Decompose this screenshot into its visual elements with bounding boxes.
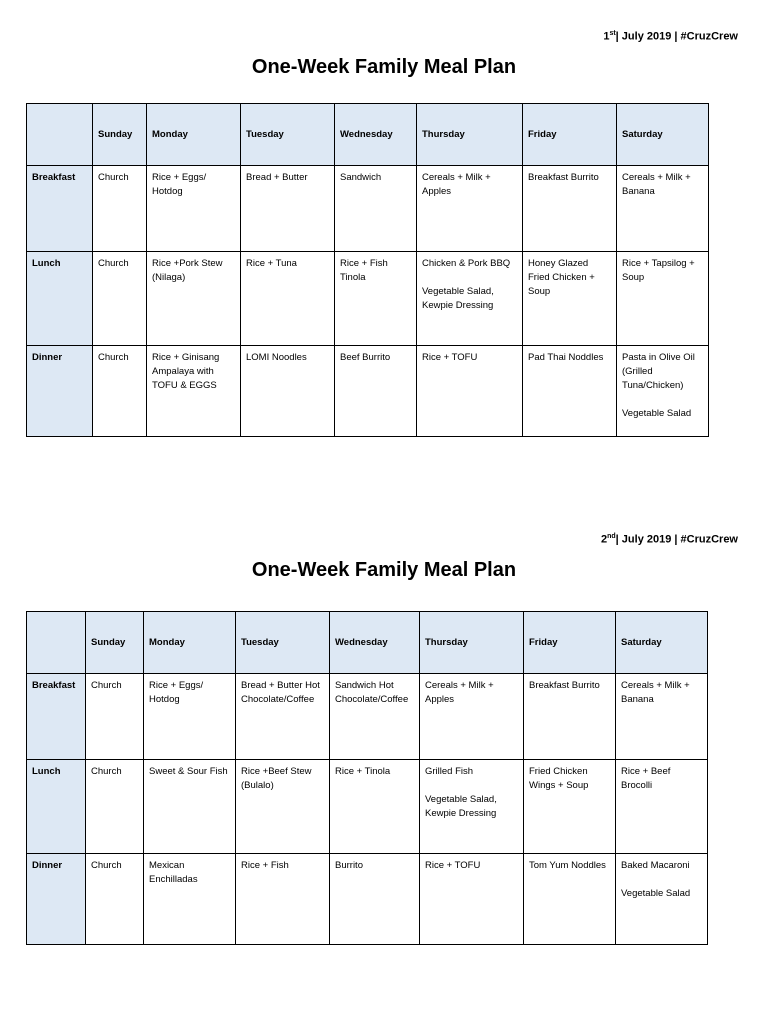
meal-text: Pasta in Olive Oil (Grilled Tuna/Chicken) xyxy=(622,352,695,391)
meal-cell xyxy=(330,674,420,760)
meal-cell xyxy=(524,674,616,760)
date-rest: | July 2019 | #CruzCrew xyxy=(615,533,738,546)
meal-text: Rice + TOFU xyxy=(425,860,481,871)
meal-text: Sandwich Hot Chocolate/Coffee xyxy=(335,680,409,705)
day-header-tuesday: Tuesday xyxy=(241,104,335,166)
meal-cell xyxy=(616,674,708,760)
day-header-row xyxy=(27,612,708,674)
meal-cell xyxy=(241,252,335,346)
meal-cell xyxy=(420,760,524,854)
meal-text: Sweet & Sour Fish xyxy=(149,766,228,777)
day-header-thursday: Thursday xyxy=(420,612,524,674)
corner-cell xyxy=(27,612,86,674)
meal-cell xyxy=(616,760,708,854)
meal-text: Fried Chicken Wings + Soup xyxy=(529,766,589,791)
meal-cell xyxy=(524,854,616,945)
date-suffix: nd xyxy=(607,533,616,540)
meal-cell xyxy=(241,346,335,437)
date-rest: | July 2019 | #CruzCrew xyxy=(615,30,738,43)
meal-cell xyxy=(617,252,709,346)
meal-text: Rice + Fish Tinola xyxy=(340,258,388,283)
meal-row-lunch xyxy=(27,760,708,854)
meal-cell xyxy=(86,854,144,945)
meal-cell xyxy=(147,346,241,437)
meal-row-breakfast xyxy=(27,166,709,252)
meal-cell xyxy=(417,252,523,346)
meal-text-extra: Vegetable Salad, Kewpie Dressing xyxy=(425,794,497,819)
meal-cell xyxy=(335,252,417,346)
meal-cell xyxy=(420,674,524,760)
meal-label: Dinner xyxy=(27,346,93,437)
meal-text: Rice + Tapsilog + Soup xyxy=(622,258,695,283)
meal-text: Bread + Butter xyxy=(246,172,308,183)
day-header-saturday: Saturday xyxy=(616,612,708,674)
meal-label: Dinner xyxy=(27,854,86,945)
meal-cell xyxy=(144,760,236,854)
meal-cell xyxy=(523,346,617,437)
date-header xyxy=(603,30,738,43)
meal-text: Beef Burrito xyxy=(340,352,391,363)
meal-cell xyxy=(335,166,417,252)
day-header-sunday: Sunday xyxy=(86,612,144,674)
meal-text: Church xyxy=(91,680,122,691)
meal-cell xyxy=(147,166,241,252)
meal-cell xyxy=(236,760,330,854)
meal-plan-table xyxy=(26,611,708,945)
meal-text: Rice +Pork Stew (Nilaga) xyxy=(152,258,223,283)
day-header-row xyxy=(27,104,709,166)
date-day: 2 xyxy=(600,533,608,546)
meal-text: Baked Macaroni xyxy=(621,860,690,871)
page-title: One-Week Family Meal Plan xyxy=(251,559,517,581)
meal-cell xyxy=(86,760,144,854)
meal-text: Rice + TOFU xyxy=(422,352,478,363)
meal-text: Rice + Tuna xyxy=(246,258,297,269)
meal-cell xyxy=(330,854,420,945)
day-header-monday: Monday xyxy=(147,104,241,166)
day-header-wednesday: Wednesday xyxy=(330,612,420,674)
page-title: One-Week Family Meal Plan xyxy=(251,56,517,78)
meal-cell xyxy=(144,674,236,760)
meal-text: Bread + Butter Hot Chocolate/Coffee xyxy=(241,680,320,705)
meal-text: Tom Yum Noddles xyxy=(529,860,606,871)
date-header xyxy=(601,533,738,546)
meal-text: Rice + Tinola xyxy=(335,766,391,777)
meal-text: LOMI Noodles xyxy=(246,352,307,363)
meal-text-extra: Vegetable Salad xyxy=(622,408,692,419)
meal-text: Burrito xyxy=(335,860,363,871)
day-header-thursday: Thursday xyxy=(417,104,523,166)
meal-cell xyxy=(616,854,708,945)
meal-cell xyxy=(523,166,617,252)
day-header-saturday: Saturday xyxy=(617,104,709,166)
meal-cell xyxy=(420,854,524,945)
meal-text: Church xyxy=(98,172,129,183)
meal-cell xyxy=(417,166,523,252)
meal-cell xyxy=(93,252,147,346)
meal-cell xyxy=(236,854,330,945)
meal-cell xyxy=(241,166,335,252)
meal-text: Honey Glazed Fried Chicken + Soup xyxy=(528,258,595,297)
meal-text: Chicken & Pork BBQ xyxy=(422,258,511,269)
meal-text: Breakfast Burrito xyxy=(528,172,599,183)
meal-text: Rice + Beef Brocolli xyxy=(621,766,671,791)
meal-text: Rice + Ginisang Ampalaya with TOFU & EGGS xyxy=(152,352,220,391)
meal-cell xyxy=(617,166,709,252)
meal-row-dinner xyxy=(27,854,708,945)
meal-text: Cereals + Milk + Banana xyxy=(621,680,690,705)
meal-row-breakfast xyxy=(27,674,708,760)
meal-label: Breakfast xyxy=(27,166,93,252)
day-header-sunday: Sunday xyxy=(93,104,147,166)
meal-text: Rice + Fish xyxy=(241,860,289,871)
meal-text-extra: Vegetable Salad xyxy=(621,888,691,899)
meal-text: Cereals + Milk + Banana xyxy=(622,172,691,197)
day-header-friday: Friday xyxy=(523,104,617,166)
day-header-monday: Monday xyxy=(144,612,236,674)
date-suffix: st xyxy=(609,30,616,37)
meal-plan-table xyxy=(26,103,709,437)
meal-text: Rice + Eggs/ Hotdog xyxy=(149,680,204,705)
meal-label: Breakfast xyxy=(27,674,86,760)
day-header-tuesday: Tuesday xyxy=(236,612,330,674)
meal-cell xyxy=(335,346,417,437)
corner-cell xyxy=(27,104,93,166)
day-header-wednesday: Wednesday xyxy=(335,104,417,166)
meal-cell xyxy=(417,346,523,437)
meal-cell xyxy=(147,252,241,346)
meal-label: Lunch xyxy=(27,760,86,854)
meal-cell xyxy=(617,346,709,437)
meal-text: Breakfast Burrito xyxy=(529,680,600,691)
meal-text: Cereals + Milk + Apples xyxy=(422,172,491,197)
meal-cell xyxy=(236,674,330,760)
meal-text: Cereals + Milk + Apples xyxy=(425,680,494,705)
meal-row-lunch xyxy=(27,252,709,346)
meal-text: Rice + Eggs/ Hotdog xyxy=(152,172,207,197)
meal-text: Sandwich xyxy=(340,172,382,183)
meal-text-extra: Vegetable Salad, Kewpie Dressing xyxy=(422,286,494,311)
meal-text: Pad Thai Noddles xyxy=(528,352,604,363)
meal-text: Church xyxy=(91,766,122,777)
meal-row-dinner xyxy=(27,346,709,437)
date-day: 1 xyxy=(603,30,610,43)
meal-cell xyxy=(330,760,420,854)
meal-text: Mexican Enchilladas xyxy=(149,860,198,885)
meal-cell xyxy=(144,854,236,945)
meal-text: Rice +Beef Stew (Bulalo) xyxy=(241,766,312,791)
meal-cell xyxy=(86,674,144,760)
meal-text: Church xyxy=(98,352,129,363)
meal-cell xyxy=(93,166,147,252)
meal-label: Lunch xyxy=(27,252,93,346)
meal-text: Church xyxy=(98,258,129,269)
meal-text: Church xyxy=(91,860,122,871)
meal-cell xyxy=(524,760,616,854)
meal-cell xyxy=(523,252,617,346)
meal-text: Grilled Fish xyxy=(425,766,474,777)
meal-cell xyxy=(93,346,147,437)
day-header-friday: Friday xyxy=(524,612,616,674)
